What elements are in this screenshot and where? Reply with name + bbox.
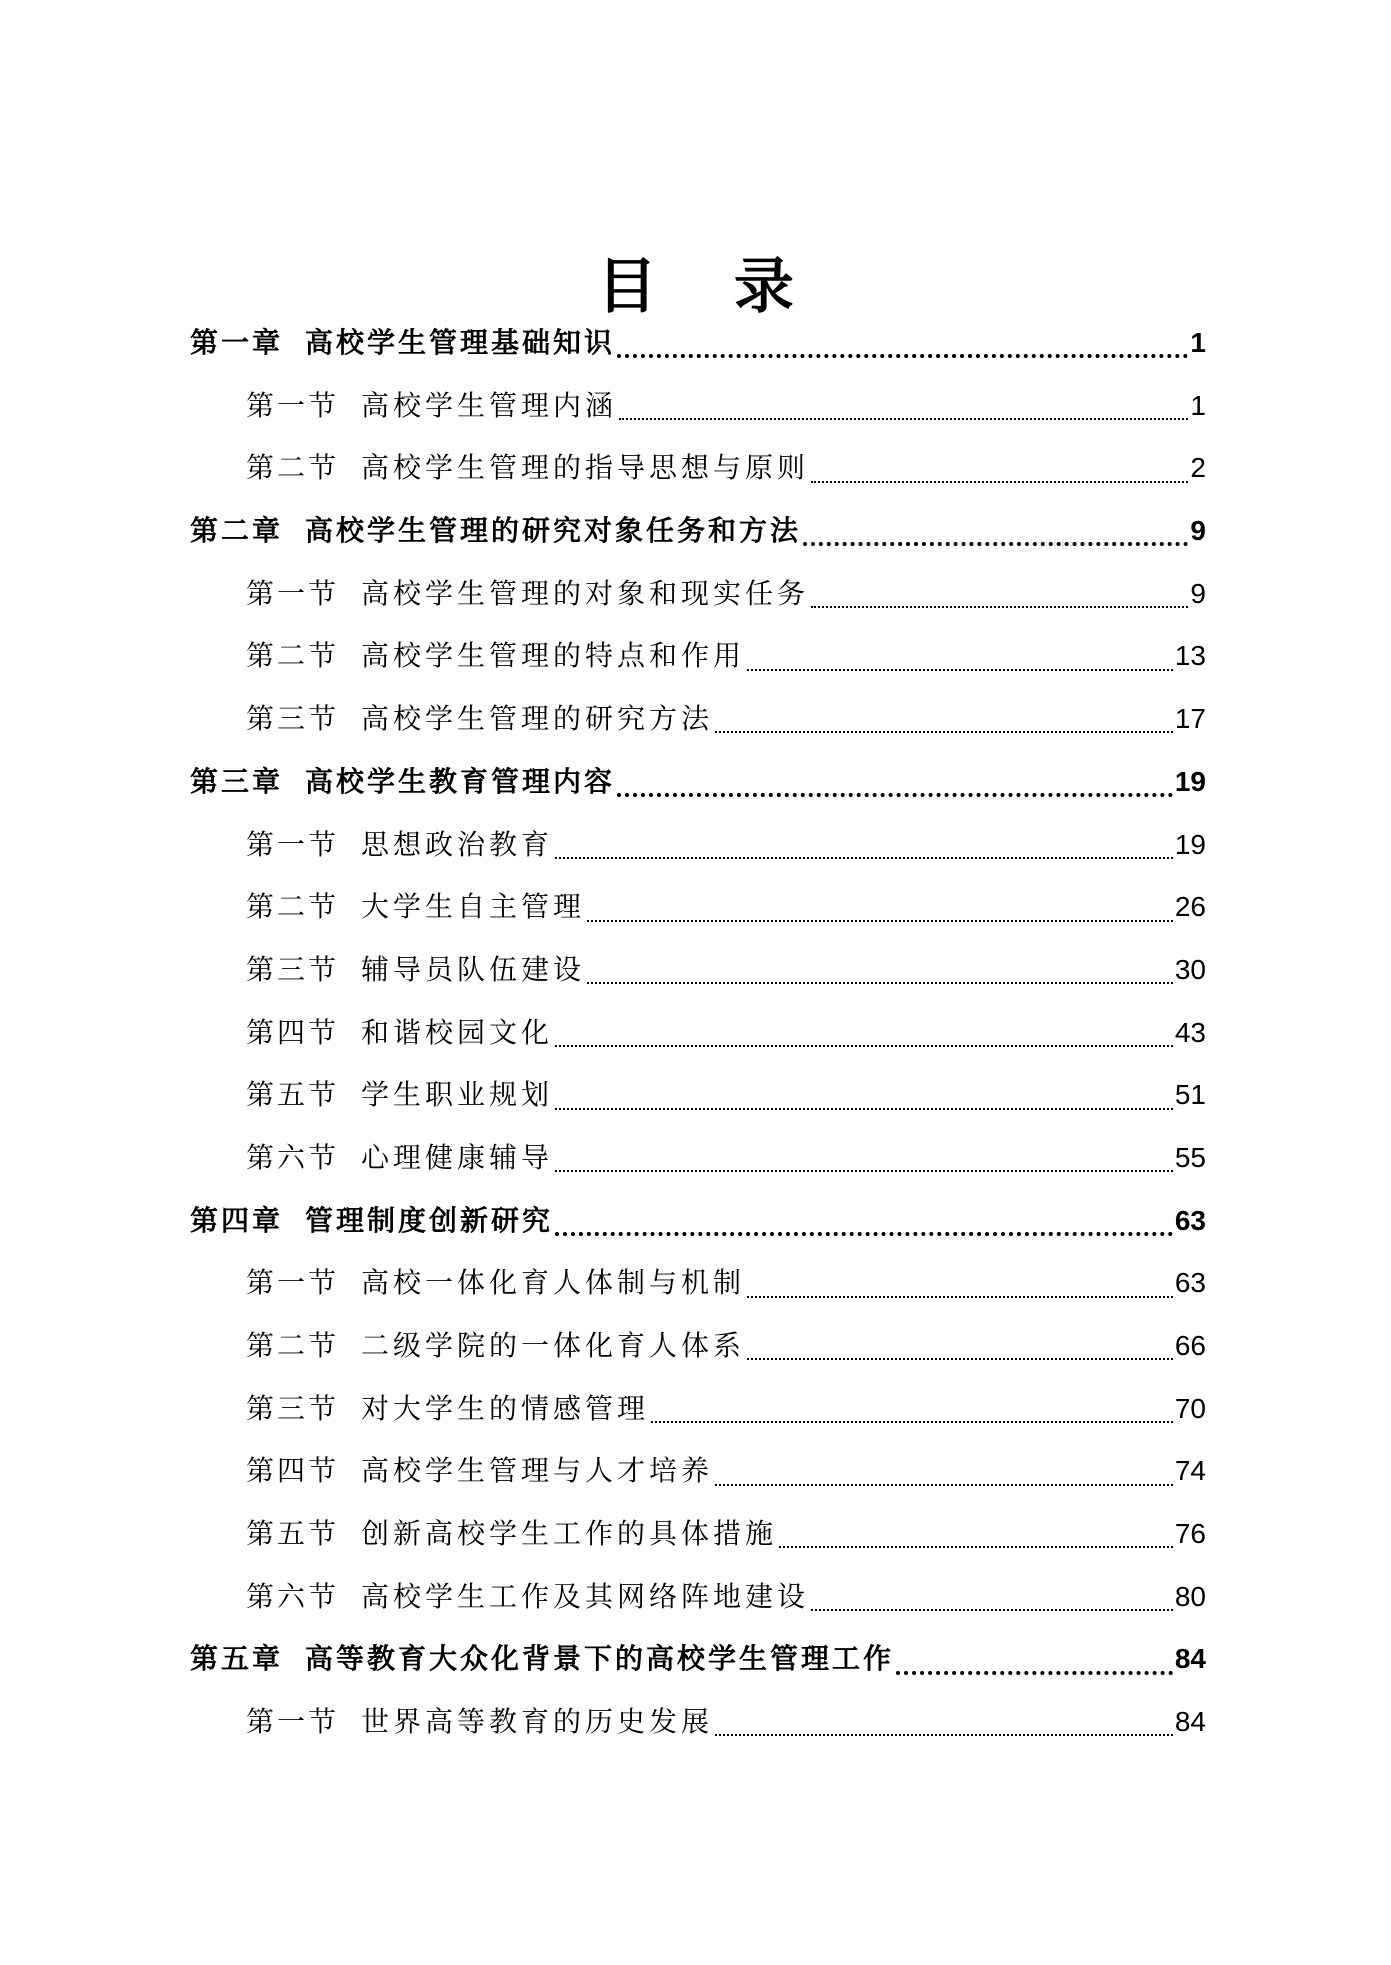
section-title: 思想政治教育 [361,827,554,861]
dot-leader [811,600,1188,608]
toc-chapter-entry[interactable] [190,312,1206,375]
section-number: 第三节 [246,952,340,986]
section-number: 第三节 [246,702,340,736]
section-number: 第六节 [246,1579,340,1613]
section-title: 高校学生管理内涵 [361,388,618,422]
page-number: 84 [1174,1706,1206,1738]
section-title: 大学生自主管理 [361,890,586,924]
toc-chapter-entry[interactable] [190,1628,1206,1691]
dot-leader [811,1603,1173,1611]
section-title: 学生职业规划 [361,1078,554,1112]
dot-leader [747,1290,1173,1298]
page-number: 76 [1174,1518,1206,1550]
toc-section-entry[interactable] [190,375,1206,438]
page-number: 30 [1174,953,1206,985]
toc-chapter-entry[interactable] [190,751,1206,814]
dot-leader [587,914,1173,922]
section-title: 对大学生的情感管理 [361,1391,650,1425]
toc-section-entry[interactable] [190,1127,1206,1190]
toc-section-entry[interactable] [190,1691,1206,1754]
dot-leader [747,1352,1173,1360]
section-number: 第二节 [246,451,340,485]
dot-leader [715,725,1173,733]
toc-section-entry[interactable] [190,1315,1206,1378]
chapter-number: 第五章 [190,1642,284,1676]
section-number: 第一节 [246,576,340,610]
page-number: 80 [1174,1580,1206,1612]
dot-leader [747,663,1173,671]
section-title: 高校学生管理的对象和现实任务 [361,576,810,610]
page-number: 1 [1190,327,1206,358]
chapter-title: 高校学生管理基础知识 [305,326,616,359]
section-title: 和谐校园文化 [361,1015,554,1049]
page-number: 26 [1174,891,1206,923]
page-number: 51 [1174,1079,1206,1111]
section-title: 高校学生工作及其网络阵地建设 [361,1579,810,1613]
section-title: 高校学生管理与人才培养 [361,1454,714,1488]
chapter-title: 高校学生管理的研究对象任务和方法 [305,514,802,548]
page-number: 2 [1190,452,1206,484]
dot-leader [811,475,1188,483]
toc-section-entry[interactable] [190,939,1206,1002]
section-number: 第六节 [246,1140,340,1174]
page-number: 84 [1174,1643,1206,1675]
toc-section-entry[interactable] [190,625,1206,688]
dot-leader [779,1540,1173,1548]
section-number: 第四节 [246,1015,340,1049]
toc-section-entry[interactable] [190,1252,1206,1315]
page-number: 63 [1174,1267,1206,1299]
chapter-title: 高校学生教育管理内容 [305,764,616,798]
section-title: 高校学生管理的指导思想与原则 [361,451,810,485]
toc-section-entry[interactable] [190,563,1206,626]
section-title: 二级学院的一体化育人体系 [361,1329,746,1362]
section-number: 第一节 [246,1705,340,1739]
toc-chapter-entry[interactable] [190,500,1206,563]
section-title: 高校学生管理的研究方法 [361,702,714,736]
page-number: 63 [1174,1204,1206,1236]
page-number: 9 [1190,577,1206,609]
section-title: 高校一体化育人体制与机制 [361,1266,746,1300]
toc-section-entry[interactable] [190,1064,1206,1127]
page-number: 74 [1174,1455,1206,1487]
page-number: 19 [1174,828,1206,860]
dot-leader [617,787,1173,797]
section-number: 第一节 [246,1266,340,1300]
page-number: 43 [1174,1016,1206,1048]
section-number: 第一节 [246,388,340,422]
dot-leader [715,1728,1173,1736]
section-number: 第三节 [246,1391,340,1425]
page-number: 70 [1174,1392,1206,1424]
page-number: 1 [1190,389,1206,421]
toc-section-entry[interactable] [190,1566,1206,1629]
section-title: 世界高等教育的历史发展 [361,1705,714,1739]
section-title: 心理健康辅导 [361,1140,554,1174]
dot-leader [619,412,1188,420]
chapter-title: 高等教育大众化背景下的高校学生管理工作 [305,1642,895,1676]
dot-leader [555,1164,1173,1172]
chapter-number: 第四章 [190,1203,284,1237]
section-number: 第四节 [246,1454,340,1488]
dot-leader [555,1102,1173,1110]
page-number: 13 [1174,640,1206,672]
page-number: 9 [1190,515,1206,547]
dot-leader [587,976,1173,984]
toc-section-entry[interactable] [190,1503,1206,1566]
page-number: 55 [1174,1141,1206,1173]
section-number: 第二节 [246,890,340,924]
toc-section-entry[interactable] [190,688,1206,751]
dot-leader [555,1039,1173,1047]
toc-section-entry[interactable] [190,814,1206,877]
toc-section-entry[interactable] [190,1378,1206,1441]
page-number: 66 [1174,1330,1206,1361]
section-number: 第一节 [246,827,340,861]
chapter-number: 第三章 [190,764,284,798]
chapter-title: 管理制度创新研究 [305,1203,554,1237]
toc-section-entry[interactable] [190,1002,1206,1065]
chapter-number: 第一章 [190,326,284,359]
dot-leader [651,1415,1173,1423]
page-title: 目 录 [597,252,822,323]
toc-section-entry[interactable] [190,437,1206,500]
toc-chapter-entry[interactable] [190,1190,1206,1253]
section-number: 第二节 [246,1329,340,1362]
section-title: 辅导员队伍建设 [361,952,586,986]
dot-leader [617,348,1188,358]
section-number: 第五节 [246,1078,340,1112]
section-title: 创新高校学生工作的具体措施 [361,1517,778,1551]
dot-leader [555,1226,1173,1236]
dot-leader [555,851,1173,859]
section-number: 第二节 [246,639,340,673]
page-number: 17 [1174,703,1206,735]
chapter-number: 第二章 [190,514,284,548]
toc-section-entry[interactable] [190,876,1206,939]
dot-leader [803,536,1188,546]
table-of-contents [190,312,1206,1754]
section-title: 高校学生管理的特点和作用 [361,639,746,673]
toc-section-entry[interactable] [190,1440,1206,1503]
page-number: 19 [1174,765,1206,797]
section-number: 第五节 [246,1517,340,1551]
dot-leader [896,1665,1173,1675]
dot-leader [715,1478,1173,1486]
